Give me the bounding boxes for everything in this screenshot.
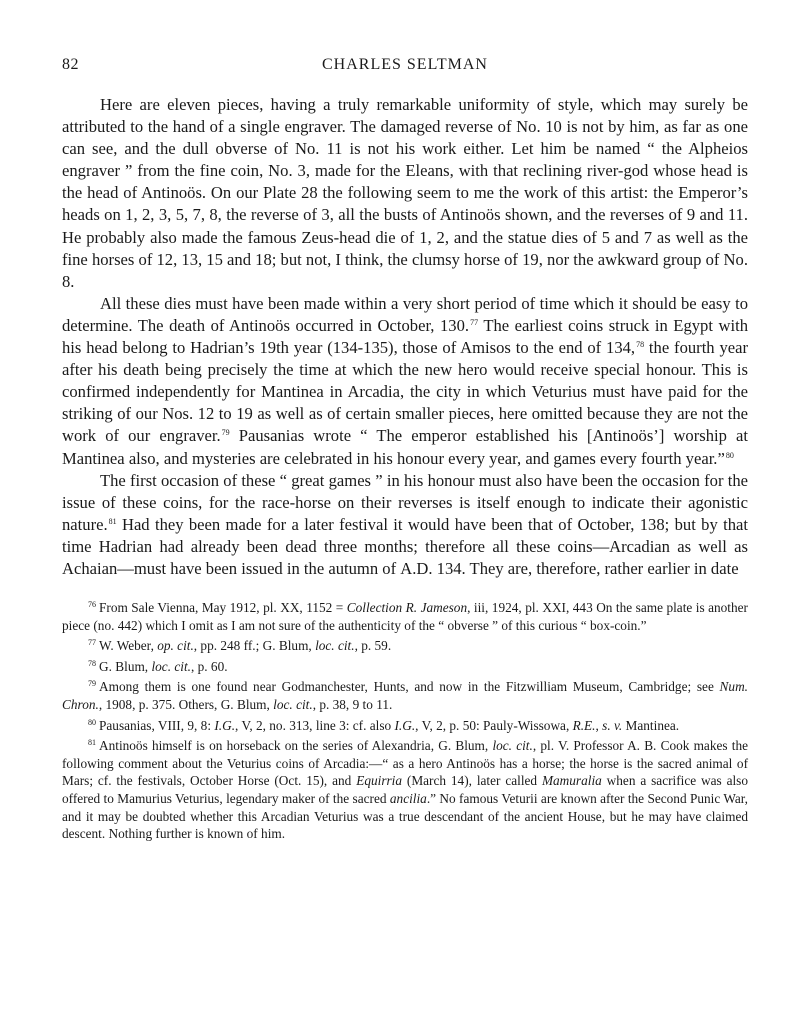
footnote-81: $^{81}$ Antinoös himself is on horseback on the series of Alexandria, G. Blum, loc. cit., pl. V. Professor A. B. Cook makes the following comment about the Veturius coins of Arcadia:—“ as a hero Antinoös has a horse; the horse is the sacred animal of Mars; cf. the festivals, October Horse (Oct. 15), and Equirria (March 14), later called Mamuralia when a sacrifice was also offered to Mamurius Veturius, legendary maker of the sacred ancilia.” No famous Veturii are known after the Second Punic War, and it may be doubted whether this Arcadian Veturius was a true descendant of the ancient House, but he may have claimed descent. Nothing further is known of him.: [62, 738, 749, 842]
page-header: [62, 56, 748, 82]
paragraph-2: All these dies must have been made within a very short period of time which it should be easy to determine. The death of Antinoös occurred in October, 130.77 The earliest coins struck in Egypt with his head belong to Hadrian’s 19th year (134-135), those of Amisos to the end of 134,78 the fourth year after his death being precisely the time at which the new hero would receive special honour. This is confirmed independently for Mantinea in Arcadia, the city in which Veturius must have paid for the striking of our Nos. 12 to 19 as well as of certain smaller pieces, here omitted because they are not the work of our engraver.$^{79}$ Pausanias wrote “ The emperor established his [Antinoös’] worship at Mantinea also, and mysteries are celebrated in his honour every year, and games every fourth year.”$^{80}$: [62, 293, 748, 468]
era-abbreviation: A.D.: [400, 558, 433, 578]
footnote-ref-78: 78: [636, 340, 645, 350]
footnote-79: $^{79}$ Among them is one found near Godmanchester, Hunts, and now in the Fitzwilliam Museum, Cambridge; see Num. Chron., 1908, p. 375. Others, G. Blum, loc. cit., p. 38, 9 to 11.: [62, 679, 748, 713]
footnote-ref-77: 77: [470, 317, 479, 327]
footnote-76: $^{76}$ From Sale Vienna, May 1912, pl. XX, 1152 = Collection R. Jameson, iii, 1924, pl. XXI, 443 On the same plate is another piece (no. 442) which I omit as I am not sure of the authenticity of the “ obverse ” of this curious “ box-coin.”: [62, 600, 748, 633]
paragraph-1: Here are eleven pieces, having a truly remarkable uniformity of style, which may surely be attributed to the hand of a single engraver. The damaged reverse of No. 10 is not by him, as far as one can see, and the dull obverse of No. 11 is not his work either. Let him be named “ the Alpheios engraver ” from the fine coin, No. 3, made for the Eleans, with that reclining river-god whose head is the head of Antinoös. On our Plate 28 the following seem to me the work of this artist: the Emperor’s heads on 1, 2, 3, 5, 7, 8, the reverse of 3, all the busts of Antinoös shown, and the reverses of 9 and 11. He probably also made the famous Zeus-head die of 1, 2, and the statue dies of 5 and 7 as well as the fine horses of 12, 13, 15 and 18; but not, I think, the clumsy horse of 19, nor the awkward group of No. 8.: [62, 95, 748, 291]
body-text: [62, 94, 748, 580]
footnote-77: $^{77}$ W. Weber, op. cit., pp. 248 ff.; G. Blum, loc. cit., p. 59.: [88, 638, 392, 654]
footnote-ref-80: 80: [725, 450, 734, 460]
footnotes: [62, 596, 748, 843]
paragraph-3: The first occasion of these “ great games ” in his honour must also have been the occasion for the issue of these coins, for the race-horse on their reverses is itself enough to indicate their agonistic nature.$^{81}$ Had they been made for a later festival it would have been that of October, 138; but by that time Hadrian had already been dead three months; therefore all these coins—Arcadian as well as Achaian—must have been issued in the autumn of A.D. 134. They are, therefore, rather earlier in date: [62, 470, 748, 578]
footnote-ref-81: 81: [108, 516, 117, 526]
footnote-80: $^{80}$ Pausanias, VIII, 9, 8: I.G., V, 2, no. 313, line 3: cf. also I.G., V, 2, p. 50: Pauly-Wissowa, R.E., s. v. Mantinea.: [88, 717, 680, 733]
running-head: CHARLES SELTMAN: [322, 56, 488, 73]
footnote-78: $^{78}$ G. Blum, loc. cit., p. 60.: [88, 658, 228, 674]
page-number: 82: [62, 56, 79, 73]
page: [62, 56, 748, 843]
footnote-ref-79: 79: [221, 428, 230, 438]
